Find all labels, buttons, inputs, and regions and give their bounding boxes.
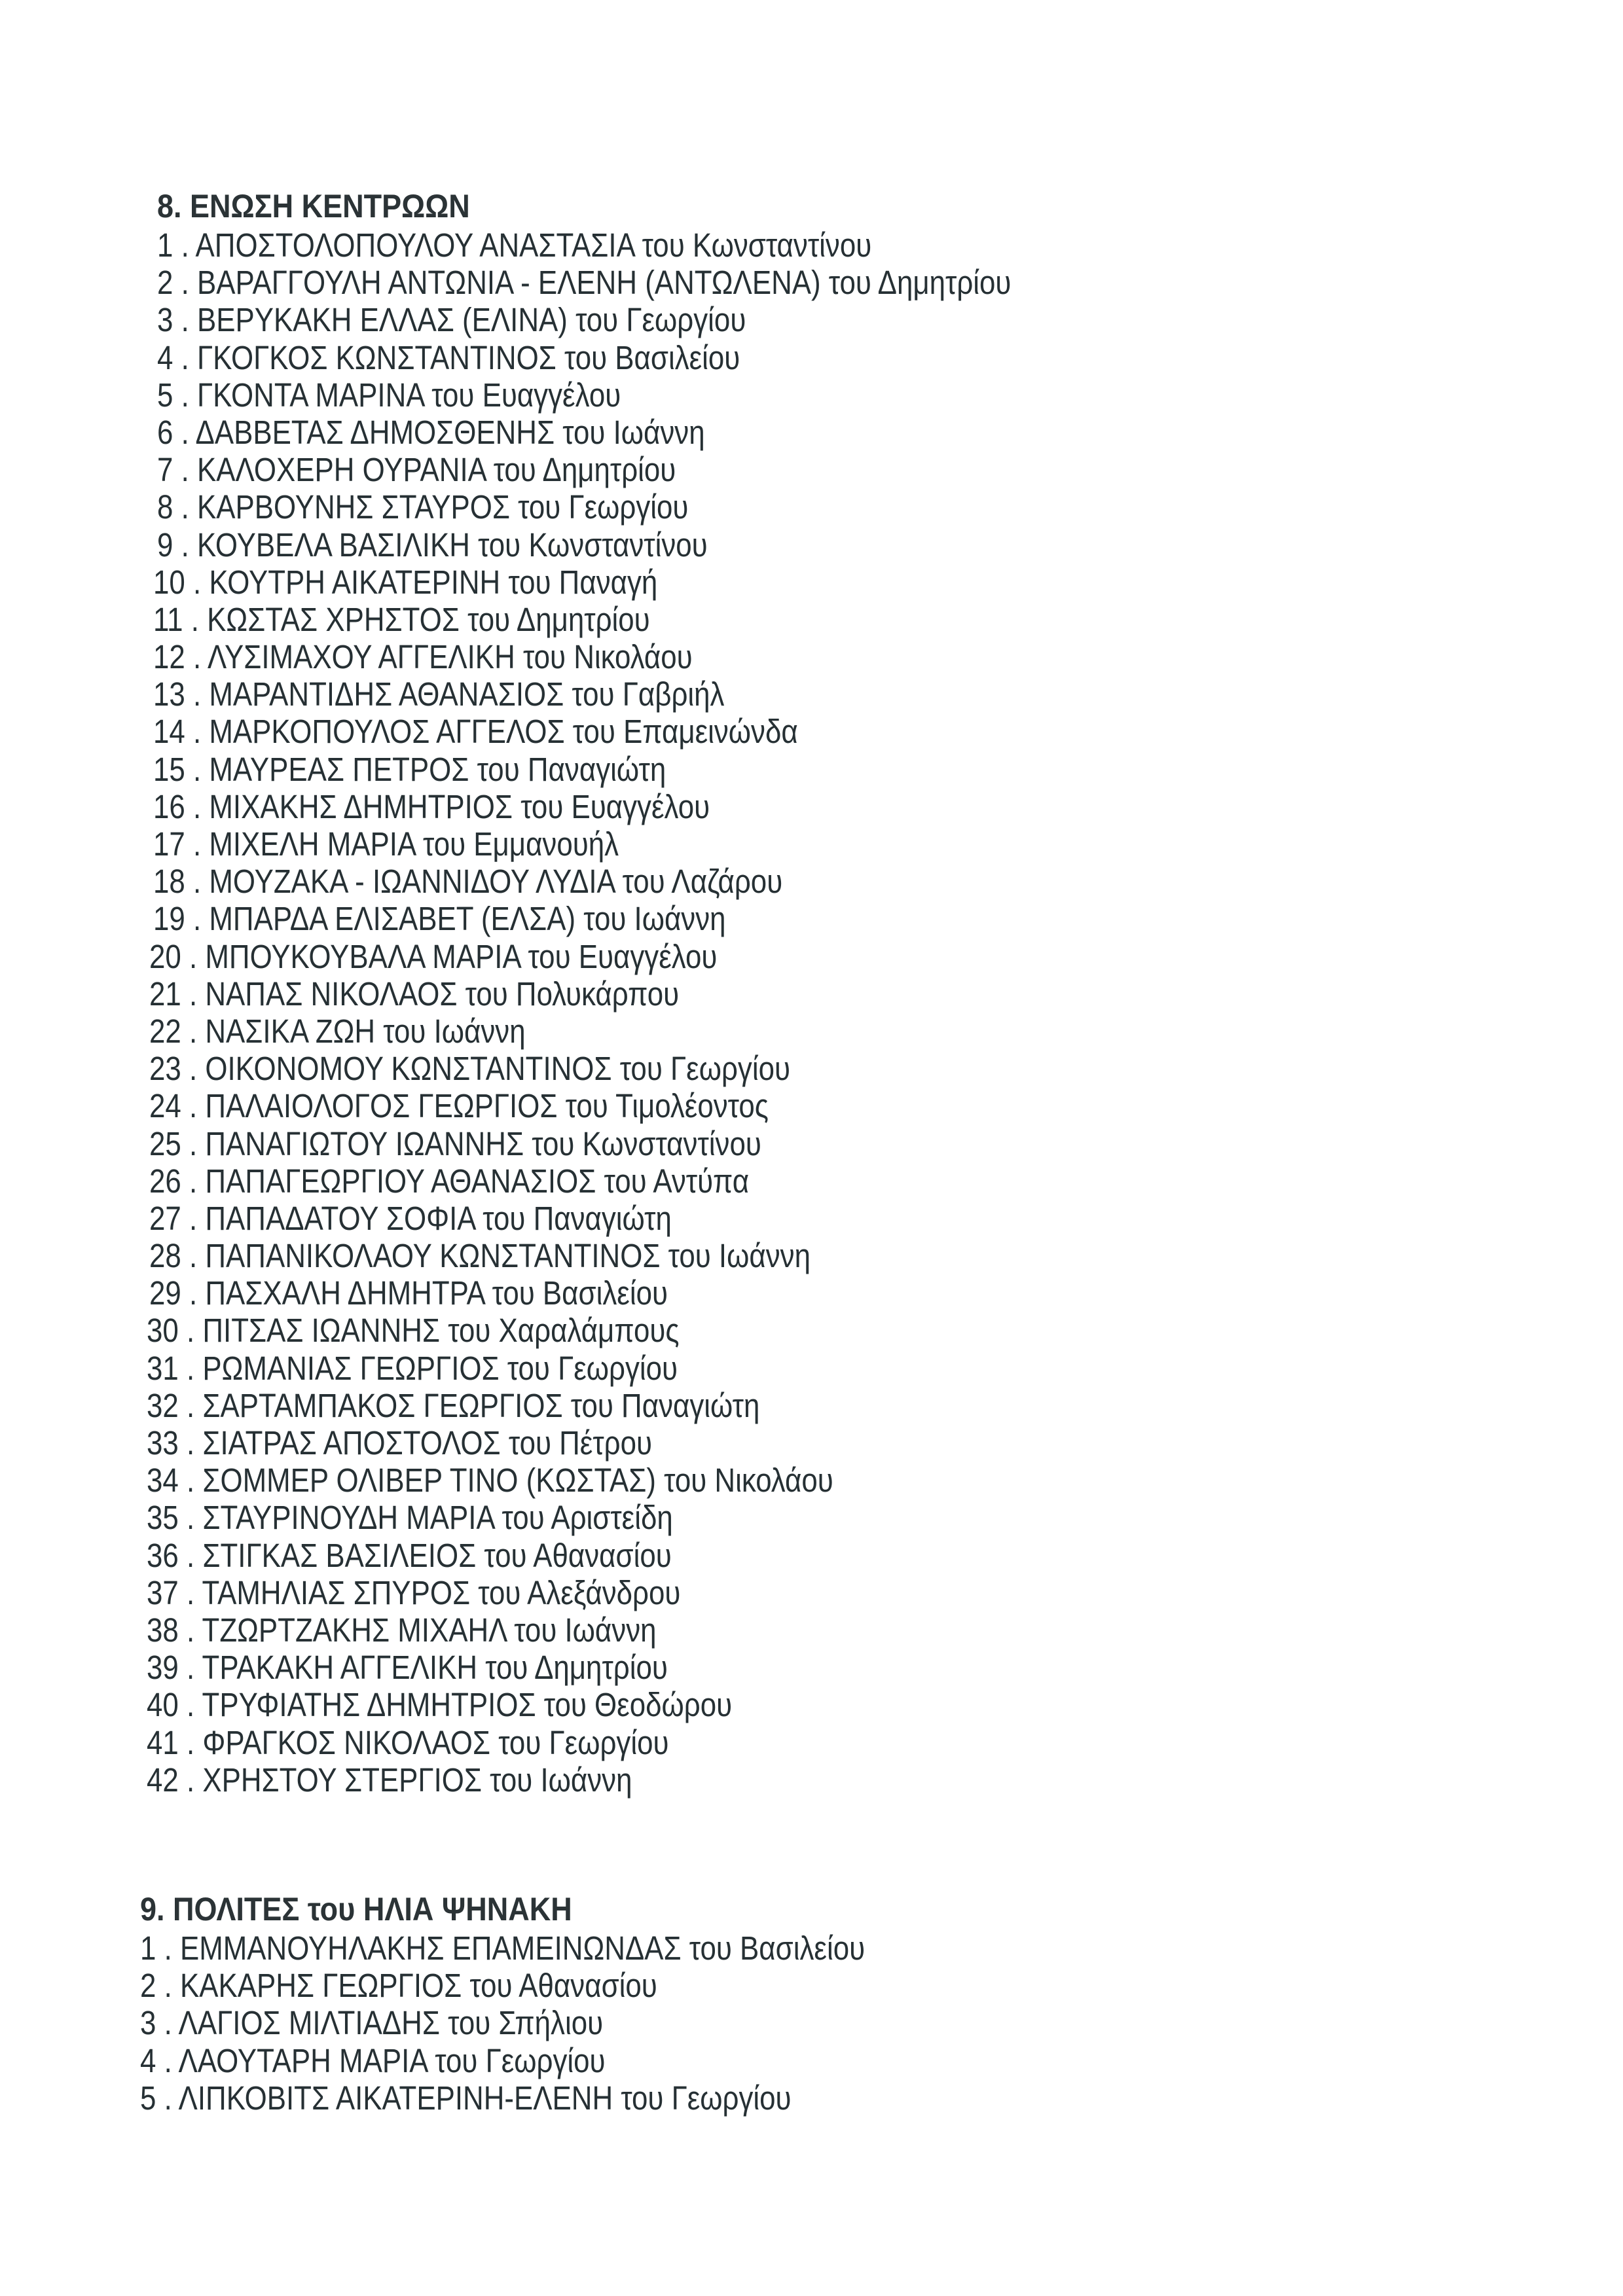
candidate-row xyxy=(147,1724,1282,1761)
candidate-number: 20 xyxy=(149,937,181,975)
candidate-name: ΡΩΜΑΝΙΑΣ ΓΕΩΡΓΙΟΣ xyxy=(202,1349,500,1387)
candidate-patronymic: του Γαβριήλ xyxy=(572,675,725,713)
candidate-row xyxy=(147,1462,1282,1499)
candidate-number: 2 xyxy=(157,264,173,302)
candidate-row xyxy=(153,675,1283,713)
number-separator: . xyxy=(185,750,210,788)
candidate-name: ΣΙΑΤΡΑΣ ΑΠΟΣΤΟΛΟΣ xyxy=(202,1424,501,1462)
candidate-patronymic: του Λαζάρου xyxy=(622,863,783,901)
candidate-row xyxy=(157,339,1283,376)
candidate-name: ΒΑΡΑΓΓΟΥΛΗ ΑΝΤΩΝΙΑ - ΕΛΕΝΗ (ΑΝΤΩΛΕΝΑ) xyxy=(196,264,821,302)
number-separator: . xyxy=(156,1929,180,1967)
number-separator: . xyxy=(173,526,197,564)
candidate-number: 16 xyxy=(153,787,185,825)
number-separator: . xyxy=(185,787,210,825)
candidate-number: 2 xyxy=(140,1967,156,2005)
candidate-name: ΠΙΤΣΑΣ ΙΩΑΝΝΗΣ xyxy=(202,1312,441,1350)
number-separator: . xyxy=(173,264,197,302)
candidate-number: 4 xyxy=(157,338,173,376)
candidate-row xyxy=(153,863,1283,900)
candidate-name: ΤΡΥΦΙΑΤΗΣ ΔΗΜΗΤΡΙΟΣ xyxy=(202,1686,536,1724)
candidate-patronymic: του Γεωργίου xyxy=(619,1050,790,1088)
candidate-patronymic: του Γεωργίου xyxy=(518,488,689,526)
candidate-row xyxy=(153,601,1283,638)
candidate-number: 42 xyxy=(147,1761,179,1799)
candidate-number: 6 xyxy=(157,413,173,451)
number-separator: . xyxy=(181,1012,206,1050)
candidate-name: ΚΑΛΟΧΕΡΗ ΟΥΡΑΝΙΑ xyxy=(196,451,486,489)
candidate-row xyxy=(147,1537,1282,1574)
number-separator: . xyxy=(181,1124,206,1162)
candidate-patronymic: του Αριστείδη xyxy=(501,1499,673,1537)
candidate-number: 1 xyxy=(157,226,173,264)
candidate-patronymic: του Τιμολέοντος xyxy=(565,1087,769,1125)
candidate-patronymic: του Αθανασίου xyxy=(484,1536,672,1574)
candidate-number: 30 xyxy=(147,1312,179,1350)
candidate-number: 13 xyxy=(153,675,185,713)
number-separator: . xyxy=(185,638,208,676)
candidate-row xyxy=(157,526,1283,564)
number-separator: . xyxy=(181,1162,206,1200)
candidate-patronymic: του Παναγή xyxy=(508,563,658,601)
number-separator: . xyxy=(173,376,197,414)
candidate-name: ΕΜΜΑΝΟΥΗΛΑΚΗΣ ΕΠΑΜΕΙΝΩΝΔΑΣ xyxy=(179,1929,682,1967)
candidate-patronymic: του Δημητρίου xyxy=(828,264,1012,302)
candidate-number: 27 xyxy=(149,1199,181,1237)
candidate-patronymic: του Βασιλείου xyxy=(689,1929,866,1967)
candidate-number: 5 xyxy=(140,2079,156,2117)
candidate-row xyxy=(153,788,1283,825)
candidate-number: 11 xyxy=(153,600,183,638)
candidate-name: ΟΙΚΟΝΟΜΟΥ ΚΩΝΣΤΑΝΤΙΝΟΣ xyxy=(205,1050,612,1088)
candidate-number: 4 xyxy=(140,2041,156,2079)
candidate-number: 36 xyxy=(147,1536,179,1574)
candidate-row xyxy=(147,1387,1282,1424)
candidate-number: 35 xyxy=(147,1499,179,1537)
candidate-row xyxy=(153,900,1283,937)
candidate-name: ΜΑΡΑΝΤΙΔΗΣ ΑΘΑΝΑΣΙΟΣ xyxy=(209,675,564,713)
candidate-row xyxy=(147,1686,1282,1723)
candidate-row xyxy=(153,713,1283,750)
candidate-row xyxy=(153,825,1283,863)
number-separator: . xyxy=(185,900,210,938)
candidate-row xyxy=(157,264,1283,301)
number-separator: . xyxy=(181,1199,206,1237)
candidate-patronymic: του Αλεξάνδρου xyxy=(478,1573,681,1611)
candidate-number: 25 xyxy=(149,1124,181,1162)
candidate-name: ΜΙΧΑΚΗΣ ΔΗΜΗΤΡΙΟΣ xyxy=(209,787,513,825)
candidate-row xyxy=(149,1237,1282,1274)
number-separator: . xyxy=(178,1424,203,1462)
candidate-row xyxy=(147,1499,1282,1536)
candidate-number: 19 xyxy=(153,900,185,938)
candidate-name: ΝΑΣΙΚΑ ΖΩΗ xyxy=(205,1012,376,1050)
candidate-number: 17 xyxy=(153,825,185,863)
candidate-row xyxy=(140,1929,1266,1967)
candidate-name: ΤΑΜΗΛΙΑΣ ΣΠΥΡΟΣ xyxy=(202,1573,471,1611)
candidate-patronymic: του Κωνσταντίνου xyxy=(478,526,708,564)
candidate-patronymic: του Εμμανουήλ xyxy=(423,825,619,863)
candidate-number: 3 xyxy=(140,2004,156,2042)
candidate-name: ΜΙΧΕΛΗ ΜΑΡΙΑ xyxy=(209,825,415,863)
candidate-row xyxy=(149,938,1282,975)
candidate-row xyxy=(147,1312,1282,1349)
candidate-name: ΚΟΥΒΕΛΑ ΒΑΣΙΛΙΚΗ xyxy=(196,526,470,564)
candidate-name: ΠΑΠΑΝΙΚΟΛΑΟΥ ΚΩΝΣΤΑΝΤΙΝΟΣ xyxy=(205,1237,661,1275)
candidate-number: 24 xyxy=(149,1087,181,1125)
candidate-patronymic: του Βασιλείου xyxy=(492,1274,668,1312)
number-separator: . xyxy=(173,226,196,264)
candidate-name: ΛΑΓΙΟΣ ΜΙΛΤΙΑΔΗΣ xyxy=(178,2004,440,2042)
candidate-name: ΤΖΩΡΤΖΑΚΗΣ ΜΙΧΑΗΛ xyxy=(202,1611,507,1649)
candidate-row xyxy=(149,1050,1282,1087)
number-separator: . xyxy=(185,863,210,901)
candidate-name: ΧΡΗΣΤΟΥ ΣΤΕΡΓΙΟΣ xyxy=(202,1761,482,1799)
section-heading: 8. ΕΝΩΣΗ ΚΕΝΤΡΩΩΝ xyxy=(157,188,470,224)
candidate-row xyxy=(157,451,1283,488)
number-separator: . xyxy=(178,1649,202,1687)
candidate-name: ΚΟΥΤΡΗ ΑΙΚΑΤΕΡΙΝΗ xyxy=(209,563,501,601)
candidate-patronymic: του Χαραλάμπους xyxy=(448,1312,680,1350)
candidate-number: 26 xyxy=(149,1162,181,1200)
candidate-number: 39 xyxy=(147,1649,179,1687)
candidate-number: 31 xyxy=(147,1349,179,1387)
number-separator: . xyxy=(173,451,197,489)
number-separator: . xyxy=(178,1386,203,1424)
candidate-patronymic: του Ιωάννη xyxy=(514,1611,657,1649)
number-separator: . xyxy=(156,2041,179,2079)
candidate-row xyxy=(147,1424,1282,1462)
number-separator: . xyxy=(183,600,208,638)
candidate-number: 15 xyxy=(153,750,185,788)
number-separator: . xyxy=(156,2004,179,2042)
candidate-name: ΦΡΑΓΚΟΣ ΝΙΚΟΛΑΟΣ xyxy=(202,1723,491,1761)
candidate-row xyxy=(157,414,1283,451)
candidate-patronymic: του Γεωργίου xyxy=(507,1349,678,1387)
candidate-name: ΣΑΡΤΑΜΠΑΚΟΣ ΓΕΩΡΓΙΟΣ xyxy=(202,1386,563,1424)
candidate-name: ΝΑΠΑΣ ΝΙΚΟΛΑΟΣ xyxy=(205,975,458,1013)
candidate-patronymic: του Παναγιώτη xyxy=(477,750,666,788)
number-separator: . xyxy=(178,1312,203,1350)
number-separator: . xyxy=(173,338,197,376)
candidate-number: 34 xyxy=(147,1462,179,1499)
candidate-row xyxy=(149,1125,1282,1162)
number-separator: . xyxy=(178,1611,202,1649)
number-separator: . xyxy=(178,1761,203,1799)
candidate-number: 23 xyxy=(149,1050,181,1088)
candidate-number: 3 xyxy=(157,301,173,339)
candidate-number: 1 xyxy=(140,1929,156,1967)
number-separator: . xyxy=(181,1087,206,1125)
number-separator: . xyxy=(178,1573,202,1611)
candidate-patronymic: του Γεωργίου xyxy=(621,2079,792,2117)
candidate-row xyxy=(149,1013,1282,1050)
candidate-name: ΠΑΛΑΙΟΛΟΓΟΣ ΓΕΩΡΓΙΟΣ xyxy=(205,1087,558,1125)
candidate-name: ΤΡΑΚΑΚΗ ΑΓΓΕΛΙΚΗ xyxy=(202,1649,478,1687)
number-separator: . xyxy=(185,825,210,863)
candidate-row xyxy=(153,564,1283,601)
candidate-row xyxy=(149,1087,1282,1124)
candidate-row xyxy=(153,751,1283,788)
candidate-number: 18 xyxy=(153,863,185,901)
candidate-number: 7 xyxy=(157,451,173,489)
candidate-name: ΚΩΣΤΑΣ ΧΡΗΣΤΟΣ xyxy=(207,600,460,638)
candidate-name: ΠΑΠΑΓΕΩΡΓΙΟΥ ΑΘΑΝΑΣΙΟΣ xyxy=(205,1162,596,1200)
candidate-number: 33 xyxy=(147,1424,179,1462)
candidate-patronymic: του Ευαγγέλου xyxy=(431,376,621,414)
number-separator: . xyxy=(178,1349,203,1387)
candidate-number: 40 xyxy=(147,1686,179,1724)
candidate-number: 22 xyxy=(149,1012,181,1050)
candidate-number: 41 xyxy=(147,1723,179,1761)
candidate-name: ΠΑΣΧΑΛΗ ΔΗΜΗΤΡΑ xyxy=(205,1274,484,1312)
number-separator: . xyxy=(181,937,206,975)
number-separator: . xyxy=(181,975,206,1013)
candidate-patronymic: του Ευαγγέλου xyxy=(528,937,718,975)
number-separator: . xyxy=(156,1967,180,2005)
candidate-name: ΣΤΙΓΚΑΣ ΒΑΣΙΛΕΙΟΣ xyxy=(202,1536,477,1574)
number-separator: . xyxy=(173,413,196,451)
candidate-patronymic: του Αντύπα xyxy=(604,1162,750,1200)
candidate-row xyxy=(157,301,1283,338)
number-separator: . xyxy=(181,1050,206,1088)
number-separator: . xyxy=(178,1686,202,1724)
candidate-name: ΜΠΟΥΚΟΥΒΑΛΑ ΜΑΡΙΑ xyxy=(205,937,520,975)
number-separator: . xyxy=(181,1274,206,1312)
candidate-patronymic: του Πολυκάρπου xyxy=(465,975,680,1013)
candidate-patronymic: του Παναγιώτη xyxy=(483,1199,672,1237)
number-separator: . xyxy=(185,675,210,713)
candidate-number: 5 xyxy=(157,376,173,414)
number-separator: . xyxy=(173,301,197,339)
number-separator: . xyxy=(181,1237,206,1275)
candidate-row xyxy=(147,1574,1282,1611)
candidate-row xyxy=(149,975,1282,1013)
candidate-patronymic: του Γεωργίου xyxy=(435,2041,606,2079)
candidate-name: ΜΟΥΖΑΚΑ - ΙΩΑΝΝΙΔΟΥ ΛΥΔΙΑ xyxy=(209,863,615,901)
candidate-name: ΣΟΜΜΕΡ ΟΛΙΒΕΡ ΤΙΝΟ (ΚΩΣΤΑΣ) xyxy=(202,1462,656,1499)
candidate-patronymic: του Ιωάννη xyxy=(490,1761,632,1799)
candidate-patronymic: του Παναγιώτη xyxy=(570,1386,760,1424)
candidate-patronymic: του Βασιλείου xyxy=(564,338,740,376)
candidate-patronymic: του Δημητρίου xyxy=(493,451,676,489)
candidate-number: 38 xyxy=(147,1611,179,1649)
candidate-row xyxy=(157,488,1283,526)
candidate-name: ΛΑΟΥΤΑΡΗ ΜΑΡΙΑ xyxy=(178,2041,428,2079)
number-separator: . xyxy=(178,1462,203,1499)
candidate-patronymic: του Ιωάννη xyxy=(668,1237,811,1275)
candidate-patronymic: του Κωνσταντίνου xyxy=(532,1124,761,1162)
candidate-number: 37 xyxy=(147,1573,179,1611)
candidate-name: ΜΠΑΡΔΑ ΕΛΙΣΑΒΕΤ (ΕΛΣΑ) xyxy=(209,900,576,938)
candidate-patronymic: του Θεοδώρου xyxy=(543,1686,733,1724)
number-separator: . xyxy=(185,713,210,751)
candidate-row xyxy=(157,376,1283,414)
candidate-patronymic: του Ιωάννη xyxy=(583,900,726,938)
candidate-patronymic: του Αθανασίου xyxy=(469,1967,657,2005)
candidate-row xyxy=(147,1649,1282,1686)
number-separator: . xyxy=(178,1723,203,1761)
candidate-patronymic: του Σπήλιου xyxy=(448,2004,604,2042)
candidate-name: ΜΑΡΚΟΠΟΥΛΟΣ ΑΓΓΕΛΟΣ xyxy=(209,713,565,751)
candidate-number: 21 xyxy=(149,975,181,1013)
candidate-number: 8 xyxy=(157,488,173,526)
number-separator: . xyxy=(185,563,210,601)
candidate-patronymic: του Ιωάννη xyxy=(383,1012,526,1050)
number-separator: . xyxy=(178,1499,203,1537)
candidate-name: ΑΠΟΣΤΟΛΟΠΟΥΛΟΥ ΑΝΑΣΤΑΣΙΑ xyxy=(195,226,634,264)
candidate-patronymic: του Ιωάννη xyxy=(562,413,705,451)
candidate-patronymic: του Νικολάου xyxy=(664,1462,833,1499)
candidate-name: ΚΑΡΒΟΥΝΗΣ ΣΤΑΥΡΟΣ xyxy=(196,488,510,526)
candidate-name: ΠΑΝΑΓΙΩΤΟΥ ΙΩΑΝΝΗΣ xyxy=(205,1124,524,1162)
candidate-number: 14 xyxy=(153,713,185,751)
candidate-row xyxy=(140,2004,1266,2041)
candidate-name: ΔΑΒΒΕΤΑΣ ΔΗΜΟΣΘΕΝΗΣ xyxy=(195,413,555,451)
candidate-number: 12 xyxy=(153,638,185,676)
candidate-name: ΓΚΟΓΚΟΣ ΚΩΝΣΤΑΝΤΙΝΟΣ xyxy=(196,338,556,376)
candidate-number: 29 xyxy=(149,1274,181,1312)
candidate-name: ΛΙΠΚΟΒΙΤΣ ΑΙΚΑΤΕΡΙΝΗ-ΕΛΕΝΗ xyxy=(178,2079,613,2117)
candidate-number: 10 xyxy=(153,563,185,601)
candidate-row xyxy=(149,1200,1282,1237)
section-enosi-kentroon xyxy=(147,186,1467,1799)
candidate-patronymic: του Δημητρίου xyxy=(467,600,650,638)
candidate-row xyxy=(157,226,1283,264)
candidate-number: 28 xyxy=(149,1237,181,1275)
candidate-patronymic: του Κωνσταντίνου xyxy=(642,226,872,264)
number-separator: . xyxy=(178,1536,203,1574)
candidate-row xyxy=(153,638,1283,675)
candidate-row xyxy=(149,1162,1282,1200)
candidate-patronymic: του Γεωργίου xyxy=(498,1723,669,1761)
candidate-row xyxy=(147,1761,1282,1799)
candidate-patronymic: του Νικολάου xyxy=(522,638,693,676)
candidate-name: ΜΑΥΡΕΑΣ ΠΕΤΡΟΣ xyxy=(209,750,469,788)
candidate-row xyxy=(140,2042,1266,2079)
number-separator: . xyxy=(173,488,197,526)
candidate-name: ΣΤΑΥΡΙΝΟΥΔΗ ΜΑΡΙΑ xyxy=(202,1499,494,1537)
candidate-row xyxy=(147,1611,1282,1649)
candidate-row xyxy=(149,1274,1282,1312)
candidate-row xyxy=(140,2079,1266,2117)
candidate-name: ΠΑΠΑΔΑΤΟΥ ΣΟΦΙΑ xyxy=(205,1199,475,1237)
section-polites-ilia-psinaki xyxy=(140,1889,1450,2117)
number-separator: . xyxy=(156,2079,179,2117)
candidate-number: 9 xyxy=(157,526,173,564)
candidate-name: ΛΥΣΙΜΑΧΟΥ ΑΓΓΕΛΙΚΗ xyxy=(207,638,515,676)
candidate-row xyxy=(147,1350,1282,1387)
candidate-row xyxy=(140,1967,1266,2004)
candidate-name: ΒΕΡΥΚΑΚΗ ΕΛΛΑΣ (ΕΛΙΝΑ) xyxy=(196,301,568,339)
candidate-patronymic: του Δημητρίου xyxy=(485,1649,668,1687)
candidate-number: 32 xyxy=(147,1386,179,1424)
candidate-name: ΚΑΚΑΡΗΣ ΓΕΩΡΓΙΟΣ xyxy=(179,1967,462,2005)
candidate-patronymic: του Επαμεινώνδα xyxy=(572,713,798,751)
section-heading: 9. ΠΟΛΙΤΕΣ του ΗΛΙΑ ΨΗΝΑΚΗ xyxy=(140,1891,572,1928)
candidate-patronymic: του Ευαγγέλου xyxy=(520,787,710,825)
candidate-patronymic: του Πέτρου xyxy=(508,1424,653,1462)
candidate-name: ΓΚΟΝΤΑ ΜΑΡΙΝΑ xyxy=(196,376,424,414)
candidate-patronymic: του Γεωργίου xyxy=(575,301,746,339)
